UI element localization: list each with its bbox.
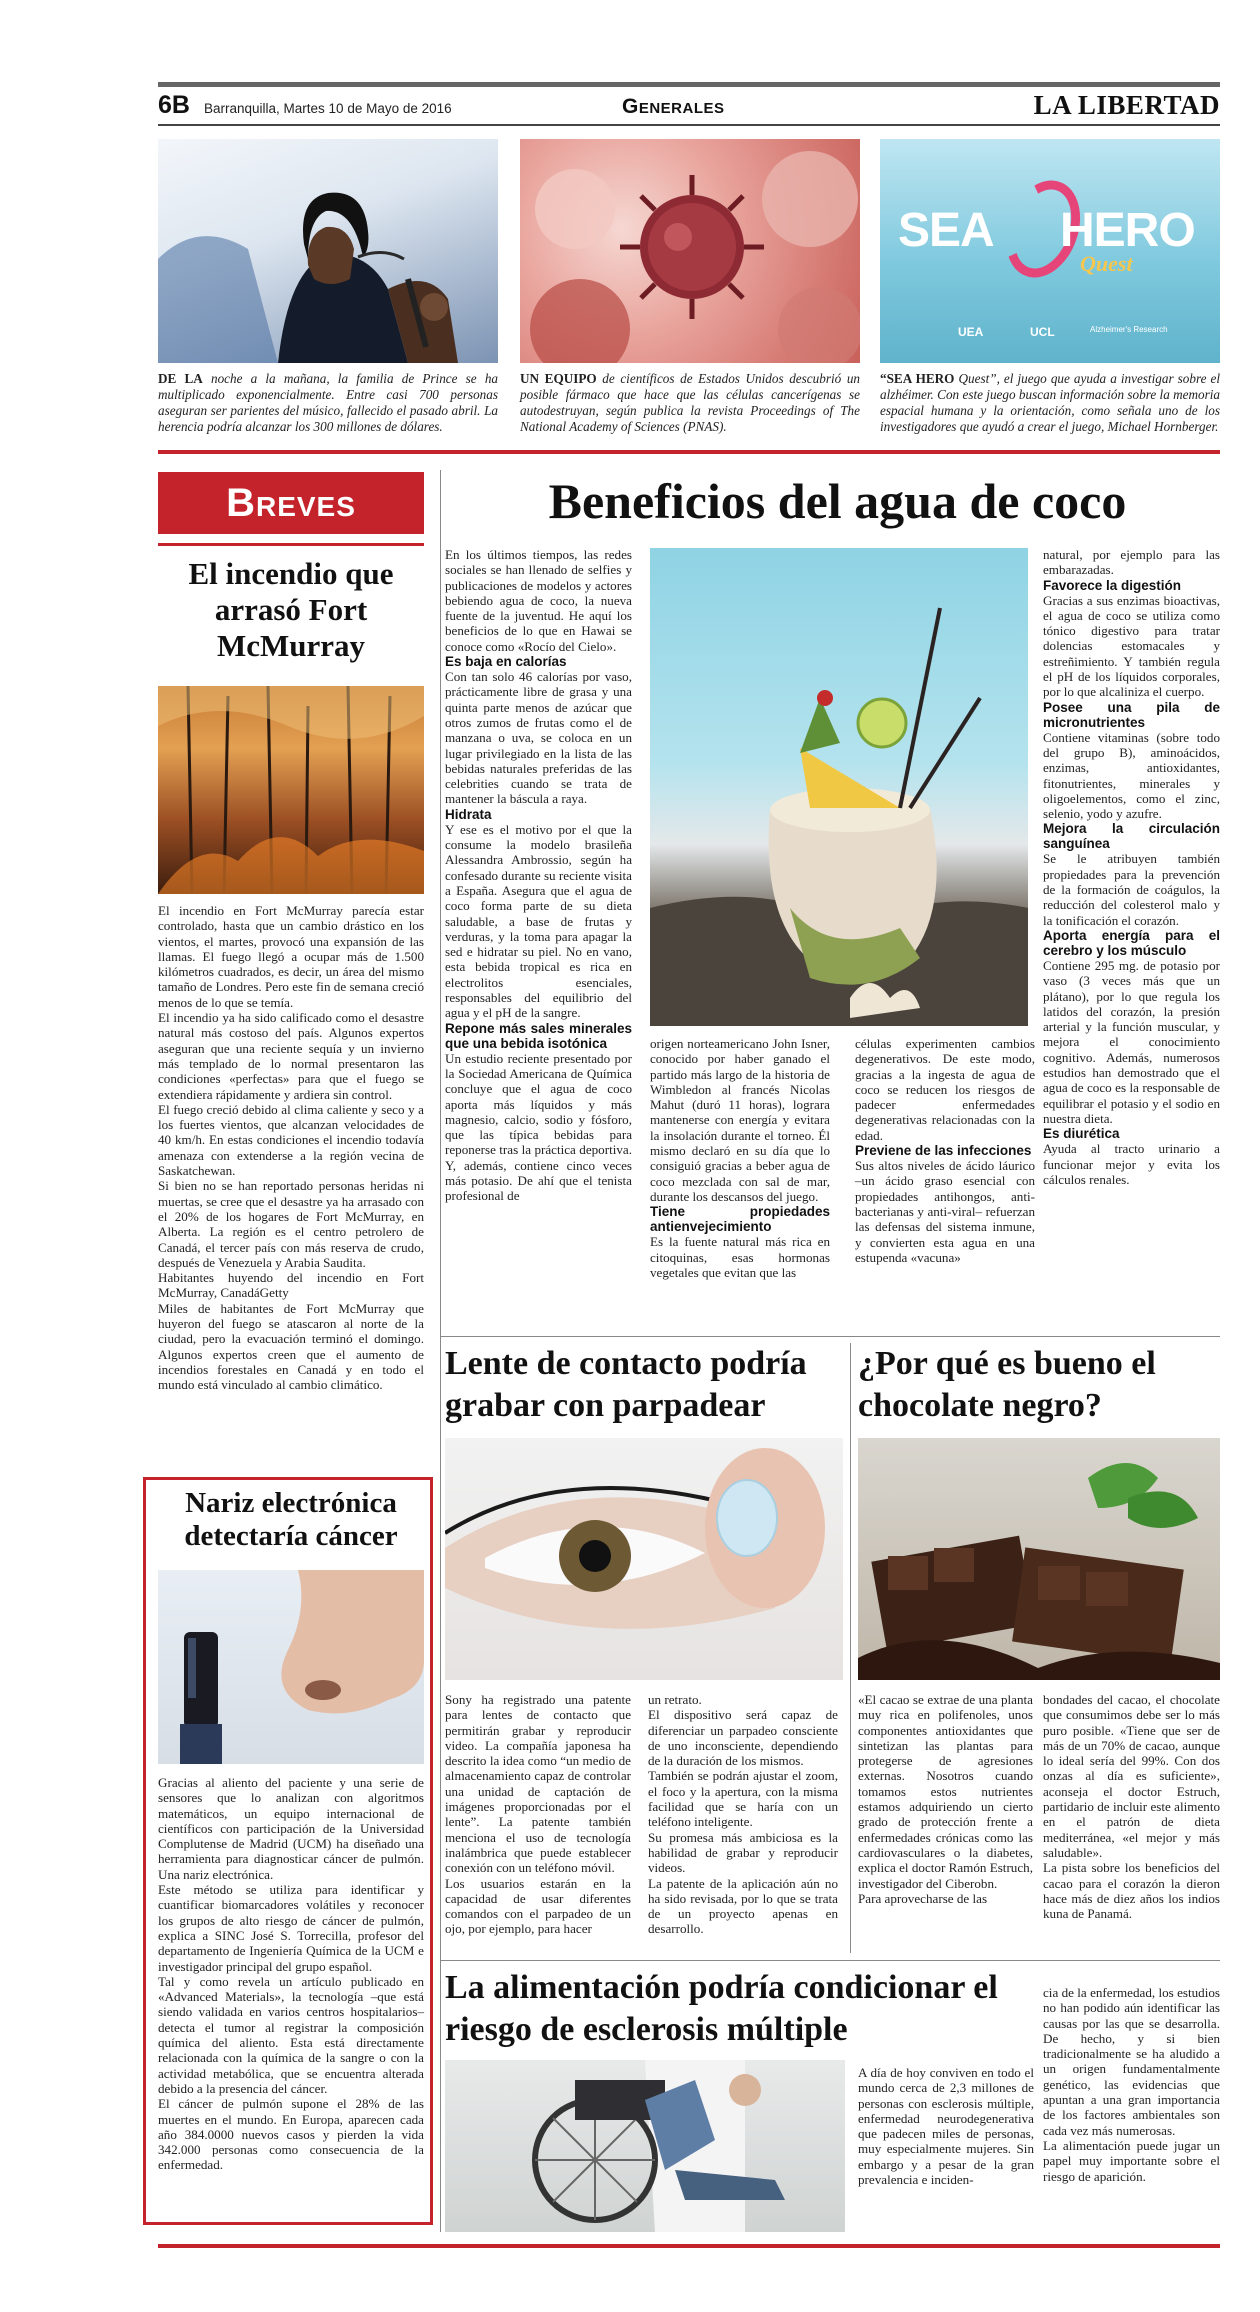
logo-ucl: UCL — [1030, 325, 1055, 339]
coco-paragraph: células experimenten cambios degenerativos. De este modo, gracias a la ingesta de agua de coco se reducen los riesgos de padecer enfermedades degenerativas relacionadas con la edad. — [855, 1036, 1035, 1143]
coco-paragraph: Y ese es el motivo por el que la consume la modelo brasileña Alessandra Ambrossio, según ha confesado durante su reciente visita a España. Asegura que el agua de coco forma parte de su dieta saludable, a base de frutas y verduras, y la toma para apagar la sed e hidratar su piel. No en vano, esta bebida tropical es rica en electrolitos esenciales, responsables del equilibrio del agua y el pH de la sangre. — [445, 821, 632, 1021]
caption-cancer: UN EQUIPO de científicos de Estados Unidos descubrió un posible fármaco que hace que las células cancerígenas se autodestruyan, según publica la revista Proceedings of The National Academy of Sciences (PNAS). — [520, 371, 861, 434]
coco-col3 — [855, 1036, 1035, 1265]
coco-paragraph: origen norteamericano John Isner, conocido por haber ganado el partido más largo de la historia de Wimbledon al francés Nicolas Mahut (duró 11 horas), lograra mantenerse con energía y evitara la insolación durante el torneo. Él mismo declaró en su día que lo consiguió gracias a beber agua de coco mezclada con sal de mar, durante los descansos del juego. — [650, 1036, 830, 1204]
coco-paragraph: Sus altos niveles de ácido láurico –un ácido graso esencial con propiedades antihongos, anti-bacterianas y anti-viral– refuerzan las defensas del sistema inmune, y convierten esta agua en una estupenda «vacuna» — [855, 1158, 1035, 1265]
breves-title: El incendio que arrasó Fort McMurray — [188, 556, 394, 663]
esclerosis-col1: A día de hoy conviven en todo el mundo cerca de 2,3 millones de personas con esclerosis múltiple, enfermedad neurodegenerativa que padecen miles de personas, muy especialmente mujeres. Sin embargo y a pesar de la gran prevalencia e inciden- — [858, 2065, 1034, 2188]
coco-subheading: Aporta energía para el cerebro y los músculo — [1043, 927, 1220, 958]
coco-subheading: Es baja en calorías — [445, 654, 567, 670]
coco-paragraph: Gracias a sus enzimas bioactivas, el agua de coco se utiliza como tónico digestivo para tratar dolencias estomacales y estreñimiento. Y también regula el pH de los líquidos corporales, por lo que alcaliniza el cuerpo. — [1043, 592, 1220, 700]
coco-paragraph: Contiene 295 mg. de potasio por vaso (3 veces más que un plátano), por lo que regula los latidos del corazón, la presión arterial y la función muscular, y mejora el conocimiento cognitivo. Además, numerosos estudios han demostrado que el agua de coco es la responsable de equilibrar el potasio y el sodio en nuestra dieta. — [1043, 957, 1220, 1126]
coco-paragraph: Contiene vitaminas (sobre todo del grupo B), aminoácidos, enzimas, antioxidantes, fitonutrientes, minerales y oligoelementos, como el zinc, selenio, yodo y azufre. — [1043, 729, 1220, 822]
logo-uea: UEA — [958, 325, 984, 339]
coco-subheading: Tiene propiedades antienvejecimiento — [650, 1204, 830, 1235]
coco-subheading: Favorece la digestión — [1043, 577, 1182, 593]
section-name: Generales — [622, 95, 725, 118]
dateline: Barranquilla, Martes 10 de Mayo de 2016 — [204, 101, 452, 116]
coco-subheading: Es diurética — [1043, 1126, 1120, 1142]
photo-coconut — [650, 548, 1028, 1026]
coco-subheading: Posee una pila de micronutrientes — [1043, 699, 1220, 730]
coco-col1 — [445, 547, 632, 1204]
coco-paragraph: Se le atribuyen también propiedades para la prevención de la formación de coágulos, la reducción del colesterol malo y la tonificación el corazón. — [1043, 851, 1220, 928]
sea-hero-word3: Quest — [1080, 251, 1133, 276]
photo-fire — [158, 686, 424, 894]
coco-paragraph: Un estudio reciente presentado por la Sociedad Americana de Química concluye que el agua de coco aporta más líquidos y más magnesio, calcio, sodio y fósforo, que las típica bebidas para reponerse tras la práctica deportiva. Y, además, contiene cinco veces más potasio. De ahí que el tenista profesional de — [445, 1050, 632, 1204]
breves-body: El incendio en Fort McMurray parecía estar controlado, hasta que un cambio drástico en los vientos, el martes, provocó una expansión de las llamas. El fuego llegó a ocupar más de 1.500 kilómetros cuadrados, es decir, un área del mismo tamaño de Londres. Pero este fin de semana creció menos de lo que se temía. El incendio ya ha sido calificado como el desastre natural más costoso del país. Algunos expertos aseguran que una reciente sequía y un invierno más templado de lo normal presentaron las condiciones «perfectas» para que el fuego se extendiera rápidamente y ardiera sin control. El fuego creció debido al clima caliente y seco y a los fuertes vientos, que alcanzan velocidades de 40 km/h. En estas condiciones el incendio todavía amenaza con extenderse a la región vecina de Saskatchewan. Si bien no se han reportado personas heridas ni muertas, se cree que el desastre ya ha arrasado con el 20% de los hogares de Fort McMurray, en Alberta. La región es el centro petrolero de Canadá, el tercer país con más reserva de crudo, después de Venezuela y Arabia Saudita. Habitantes huyendo del incendio en Fort McMurray, CanadáGetty Miles de habitantes de Fort McMurray que huyeron del fuego se atascaron al norte de la ciudad, pero la evacuación terminó el domingo. Algunos expertos creen que el aumento de incendios forestales en Canadá y en todo el mundo está vinculado al cambio climático. — [158, 903, 424, 1393]
photo-cancer-cells — [520, 139, 860, 363]
caption-sea-hero: “SEA HERO Quest”, el juego que ayuda a investigar sobre el alzhéimer. Con este juego buscan información sobre la memoria espacial humana y la orientación, como señala uno de los investigadores que ayudó a crear el juego, Michael Hornberger. — [880, 371, 1221, 434]
lente-col1: Sony ha registrado una patente para lentes de contacto que permitirán grabar y reproducir video. La compañía japonesa ha descrito la idea como “un medio de almacenamiento capaz de controlar una unidad de captación de imágenes proporcionadas por el lente”. La patente también menciona el uso de tecnología inalámbrica que puede establecer conexión con un teléfono móvil. Los usuarios estarán en la capacidad de usar diferentes comandos con el parpadeo de un ojo, por ejemplo, para hacer — [445, 1692, 631, 1937]
sea-hero-word1: SEA — [898, 204, 994, 257]
breves-banner — [158, 472, 424, 534]
logo-alzheimers: Alzheimer's Research — [1090, 325, 1168, 334]
photo-sea-hero — [880, 139, 1220, 363]
lente-title: Lente de contacto podría grabar con parpadear — [445, 1345, 807, 1424]
coco-subheading: Hidrata — [445, 806, 492, 822]
coco-subheading: Previene de las infecciones — [855, 1143, 1032, 1159]
lente-col2: un retrato. El dispositivo será capaz de diferenciar un parpadeo consciente de uno inconsciente, dependiendo de la duración de los mismos. También se podrán ajustar el zoom, el foco y la apertura, con la misma facilidad que se haría con un teléfono inteligente. Su promesa más ambiciosa es la habilidad de grabar y reproducir videos. La patente de la aplicación aún no ha sido revisada, por lo que se trata de un proyecto apenas en desarrollo. — [648, 1692, 838, 1937]
esclerosis-title: La alimentación podría condicionar el riesgo de esclerosis múltiple — [445, 1969, 998, 2048]
coco-paragraph: natural, por ejemplo para las embarazadas. — [1043, 547, 1220, 578]
nariz-body: Gracias al aliento del paciente y una serie de sensores que lo analizan con algoritmos matemáticos, un equipo internacional de científicos con participación de la Universidad Complutense de Madrid (UCM) ha diseñado una herramienta para diagnosticar cáncer de pulmón. Una nariz electrónica. Este método se utiliza para identificar y cuantificar biomarcadores volátiles y reconocer los grupos de alto riesgo de cáncer de pulmón, explica a SINC José S. Torrecilla, profesor del departamento de Ingeniería Química de la UCM e investigador principal del grupo español. Tal y como revela un artículo publicado en «Advanced Materials», la tecnología –que está siendo validada en varios centros hospitalarios– detecta el tumor al registrar la composición química del aliento. Esta está directamente relacionada con la química de la sangre o con la actividad metabólica, que se encuentra alterada debido a la presencia del cáncer. El cáncer de pulmón supone el 28% de las muertes en el mundo. En Europa, aparecen cada año 384.0000 nuevos casos y pierden la vida 342.000 personas como consecuencia de la enfermedad. — [158, 1775, 424, 2173]
coco-subheading: Mejora la circulación sanguínea — [1043, 821, 1220, 852]
caption-prince: DE LA noche a la mañana, la familia de Prince se ha multiplicado exponencialmente. Entre casi 700 personas aseguran ser parientes del músico, fallecido el pasado abril. La herencia podría alcanzar los 300 millones de dólares. — [158, 371, 499, 434]
coco-paragraph: Con tan solo 46 calorías por vaso, prácticamente libre de grasa y una quinta parte menos de azúcar que otros zumos de frutas como el de manzana o uva, se coloca en un lugar privilegiado en la lista de las bebidas naturales preferidas de las celebrities cuando se trata de mantener la báscula a raya. — [445, 669, 632, 807]
photo-nose — [158, 1570, 424, 1764]
nariz-title: Nariz electrónica detectaría cáncer — [184, 1487, 398, 1552]
photo-prince — [158, 139, 498, 363]
coco-col4 — [1043, 547, 1220, 1187]
sea-hero-word2: HERO — [1060, 204, 1195, 257]
page-number: 6B — [158, 91, 190, 119]
photo-eye-lens — [445, 1438, 843, 1680]
coco-paragraph: Es la fuente natural más rica en citoquinas, esas hormonas vegetales que evitan que las — [650, 1234, 830, 1280]
coco-title: Beneficios del agua de coco — [548, 473, 1127, 529]
breves-label: Breves — [226, 480, 356, 525]
coco-paragraph: En los últimos tiempos, las redes sociales se han llenado de selfies y publicaciones de modelos y actores bebiendo agua de coco, la nueva fuente de la juventud. He aquí los beneficios de lo que en Hawai se conoce como «Rocío del Cielo». — [445, 547, 632, 654]
chocolate-col2: bondades del cacao, el chocolate que consumimos debe ser lo más puro posible. «Tiene que ser de más de un 70% de cacao, aunque lo ideal sería del 99%. Con dos onzas al día es suficiente», aconseja el doctor Estruch, partidario de incluir este alimento en el patrón de dieta mediterránea, «el mejor y más saludable». La pista sobre los beneficios del cacao para el corazón la dieron hace más de diez años los indios kuna de Panamá. — [1043, 1692, 1220, 1922]
photo-wheelchair — [445, 2060, 845, 2232]
esclerosis-col2: cia de la enfermedad, los estudios no han podido aún identificar las causas por las que se desarrolla. De hecho, y si bien tradicionalmente se ha aludido a un origen fundamentalmente genético, las evidencias que apuntan a una gran importancia de los factores ambientales son cada vez más numerosas. La alimentación puede jugar un papel muy importante sobre el riesgo de aparición. — [1043, 1985, 1220, 2184]
coco-paragraph: Ayuda al tracto urinario a funcionar mejor y evita los cálculos renales. — [1043, 1141, 1220, 1187]
masthead: LA LIBERTAD — [1033, 90, 1220, 120]
coco-col2 — [650, 1036, 830, 1280]
chocolate-col1: «El cacao se extrae de una planta muy rica en polifenoles, unos componentes antioxidantes que sintetizan las plantas para protegerse de agresiones externas. Nosotros cuando tomamos estos nutrientes estamos adquiriendo un cierto grado de protección frente a enfermedades crónicas como las cardiovasculares o la diabetes, explica el doctor Ramón Estruch, investigador del Ciberobn. Para aprovecharse de las — [858, 1692, 1033, 1906]
photo-chocolate — [858, 1438, 1220, 1680]
chocolate-title: ¿Por qué es bueno el chocolate negro? — [858, 1345, 1156, 1424]
coco-subheading: Repone más sales minerales que una bebida isotónica — [445, 1020, 632, 1051]
